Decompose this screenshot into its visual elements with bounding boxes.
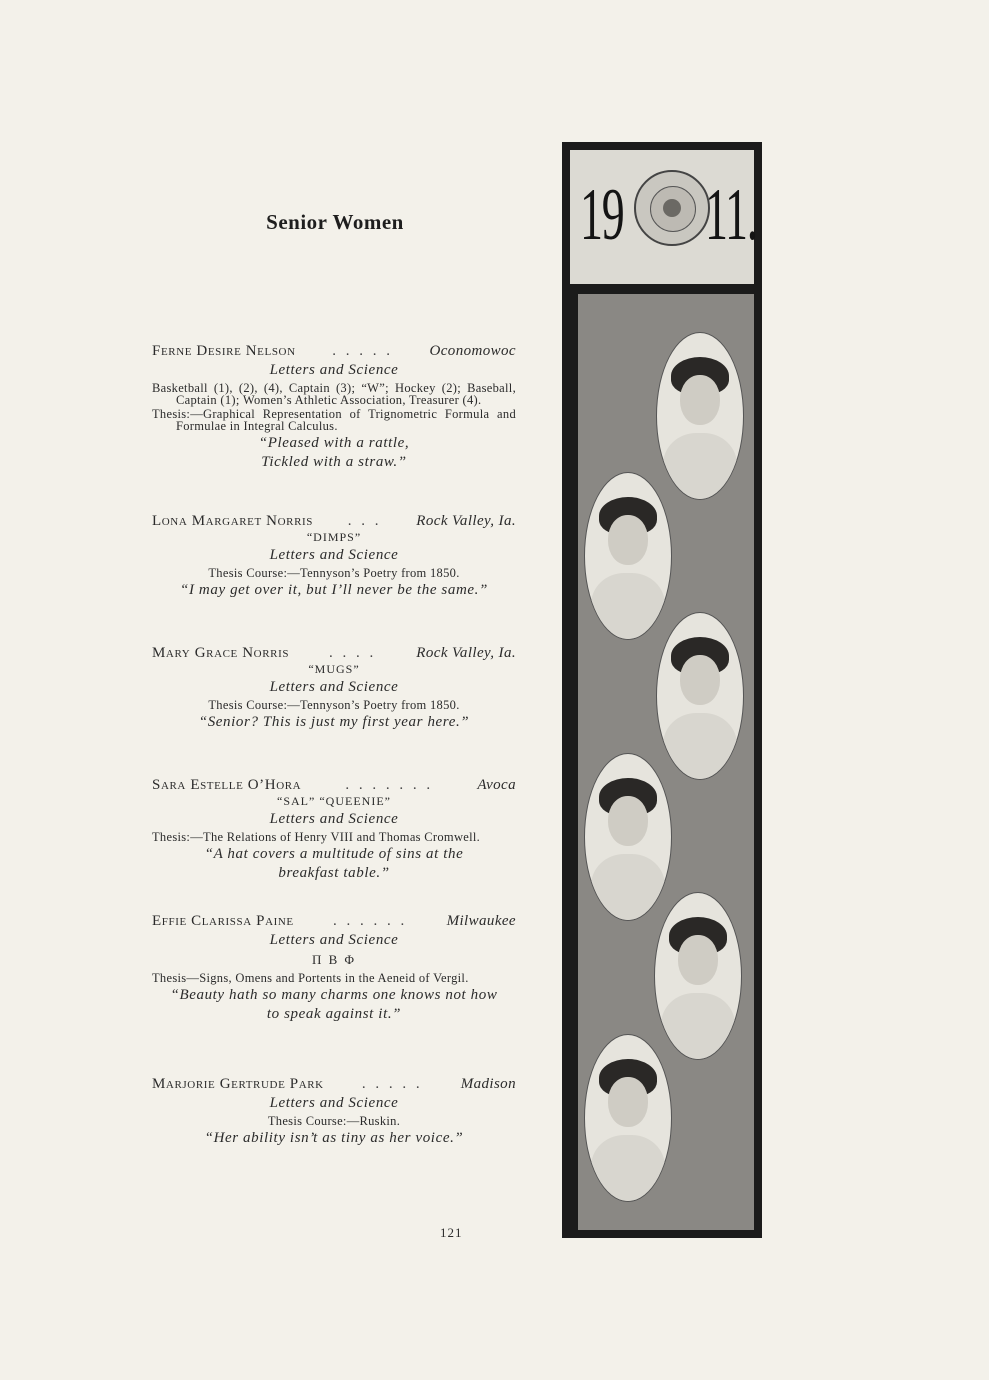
portrait-shoulders [663,713,737,780]
leader-dots: . . . . [329,645,377,661]
thesis: Thesis:—The Relations of Henry VIII and Thomas Cromwell. [152,830,481,844]
year-left: 19 [580,174,624,256]
entry-park [152,1076,516,1146]
year-header [570,150,757,284]
department: Letters and Science [269,362,399,378]
entry-lona-norris [152,513,516,598]
quote-line: breakfast table.” [278,865,390,881]
thesis: Thesis Course:—Tennyson’s Poetry from 1850. [208,566,460,580]
quote-line: Tickled with a straw.” [261,454,407,470]
activities: Basketball (1), (2), (4), Captain (3); “W”; Hockey (2); Baseball, Captain (1); Women’s Athletic Association, Treasurer (4). [152,381,516,407]
portrait-face [678,935,718,985]
quote-line: “Pleased with a rattle, [258,435,410,451]
student-name: Lona Margaret Norris [152,513,314,529]
portrait-face [608,1077,648,1127]
page-number: 121 [440,1225,463,1240]
entry-header [152,513,516,530]
portrait-photo [584,753,672,921]
quote: “Her ability isn’t as tiny as her voice.” [204,1130,464,1146]
fraternity: Π Β Φ [311,952,357,967]
quote: “I may get over it, but I’ll never be the same.” [180,582,488,598]
portrait-photo [656,332,744,500]
photo-column [578,294,754,1230]
seal-inner-ring [650,186,696,232]
leader-dots: . . . . . . [333,913,408,929]
hometown: Avoca [477,777,516,793]
hometown: Madison [460,1076,516,1092]
entry-header [152,777,516,794]
portrait-shoulders [591,854,665,921]
entry-mary-norris [152,645,516,730]
student-name: Ferne Desire Nelson [152,343,296,359]
portrait-shoulders [663,433,737,500]
university-seal-icon [634,170,710,246]
department: Letters and Science [269,932,399,948]
quote-line: “Beauty hath so many charms one knows not how [170,987,498,1003]
leader-dots: . . . . . . . [345,777,434,793]
thesis: Thesis—Signs, Omens and Portents in the Aeneid of Vergil. [152,971,469,985]
entry-paine [152,913,516,1022]
thesis: Thesis Course:—Ruskin. [267,1114,401,1128]
hometown: Rock Valley, Ia. [416,645,516,661]
nickname: “SAL” “QUEENIE” [277,794,391,808]
hometown: Oconomowoc [429,343,516,359]
department: Letters and Science [269,547,399,563]
nickname: “DIMPS” [306,530,362,544]
portrait-photo [584,1034,672,1202]
portrait-panel [562,142,762,1238]
student-name: Marjorie Gertrude Park [152,1076,324,1092]
nickname: “MUGS” [308,662,360,676]
year-right: 11. [705,174,757,256]
portrait-shoulders [591,573,665,640]
portrait-face [680,375,720,425]
hometown: Milwaukee [446,913,516,929]
thesis: Thesis:—Graphical Representation of Trignometric Formula and Formulae in Integral Calculus. [152,407,516,433]
portrait-face [608,796,648,846]
department: Letters and Science [269,811,399,827]
quote-line: “A hat covers a multitude of sins at the [204,846,464,862]
student-name: Sara Estelle O’Hora [152,777,302,793]
portrait-photo [654,892,742,1060]
student-name: Effie Clarissa Paine [152,913,294,929]
entry-header [152,1076,516,1093]
leader-dots: . . . . . [332,343,393,359]
portrait-photo [584,472,672,640]
page-title: Senior Women [266,210,404,234]
portrait-shoulders [591,1135,665,1202]
entry-nelson [152,343,516,470]
portrait-face [608,515,648,565]
portrait-photo [656,612,744,780]
student-name: Mary Grace Norris [152,645,290,661]
entry-header [152,913,516,930]
department: Letters and Science [269,679,399,695]
leader-dots: . . . [347,513,382,529]
hometown: Rock Valley, Ia. [416,513,516,529]
portrait-shoulders [661,993,735,1060]
leader-dots: . . . . . [361,1076,423,1092]
quote: “Senior? This is just my first year here.” [198,714,470,730]
quote-line: to speak against it.” [266,1006,402,1022]
department: Letters and Science [269,1095,399,1111]
thesis: Thesis Course:—Tennyson’s Poetry from 1850. [208,698,460,712]
entry-ohora [152,777,516,881]
seal-emblem [663,199,681,217]
entry-header [152,343,516,360]
entry-header [152,645,516,662]
portrait-face [680,655,720,705]
